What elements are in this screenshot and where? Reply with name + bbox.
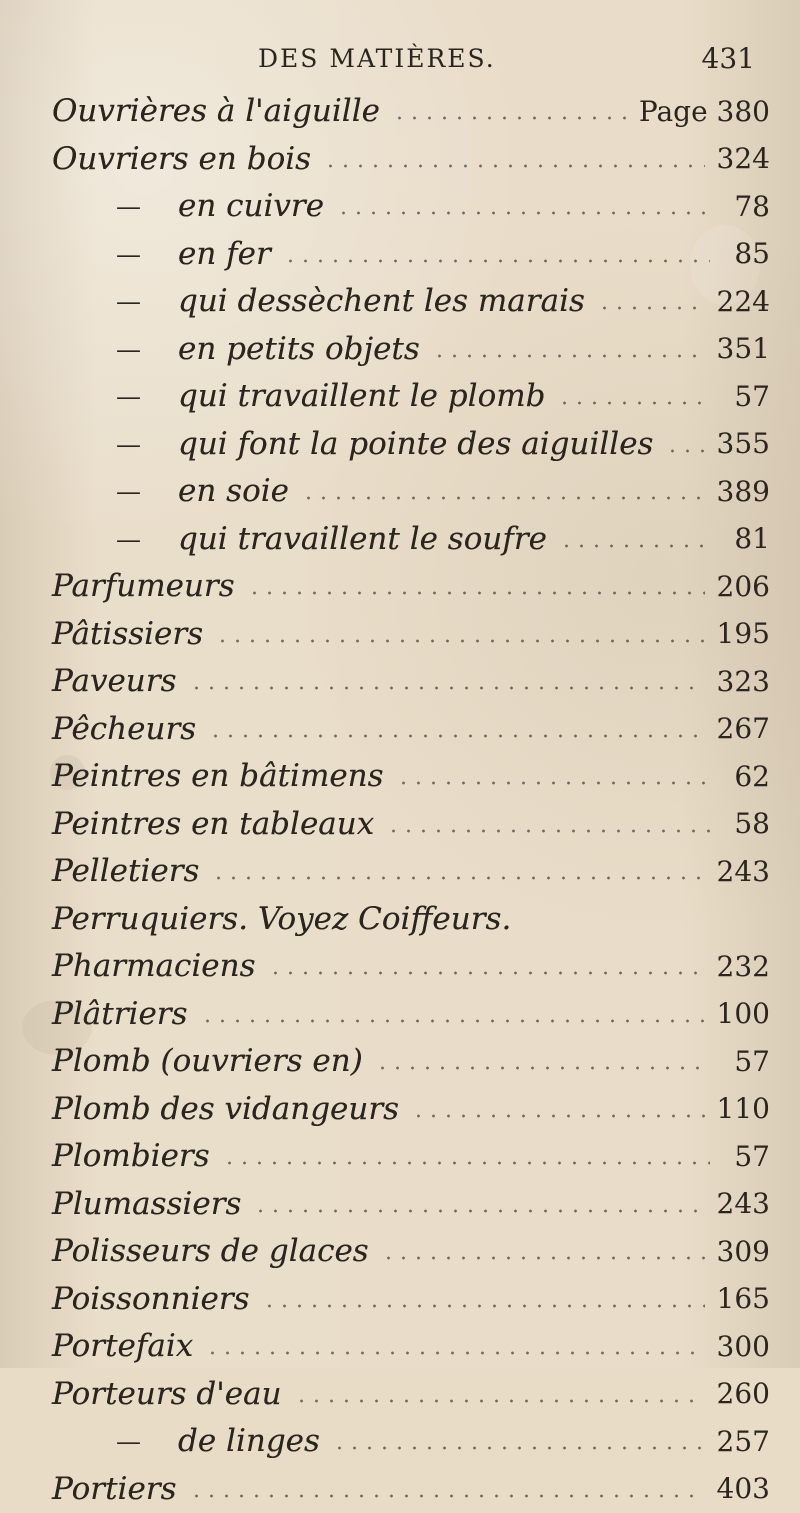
ditto-dash: —: [116, 1429, 156, 1454]
dot-leader: [222, 1160, 710, 1166]
running-title: DES MATIÈRES.: [258, 44, 496, 73]
index-entry-text: Plâtriers: [52, 999, 188, 1030]
index-entry-portiers: [52, 1466, 770, 1513]
index-page-reference: 206: [717, 573, 770, 601]
dot-leader: [386, 828, 710, 834]
index-subentry-soie: [116, 468, 770, 516]
index-entry-text: Pêcheurs: [52, 714, 196, 745]
dot-leader: [597, 305, 705, 311]
ditto-dash: —: [116, 194, 156, 219]
dot-leader: [189, 1493, 705, 1499]
index-entry-platriers: [52, 991, 770, 1039]
index-page-reference: 195: [717, 620, 770, 648]
index-entry-text: Peintres en tableaux: [52, 809, 374, 840]
dot-leader: [268, 970, 705, 976]
index-page-reference: 81: [722, 525, 770, 553]
index-entry-peintres-tableaux: [52, 801, 770, 849]
index-page-reference: 110: [717, 1095, 770, 1123]
index-entry-text: Porteurs d'eau: [52, 1379, 282, 1410]
index-entry-pelletiers: [52, 848, 770, 896]
index-entry-text: Polisseurs de glaces: [52, 1236, 369, 1267]
dot-leader: [381, 1255, 705, 1261]
index-entry-text: qui font la pointe des aiguilles: [178, 429, 653, 460]
page-header: [0, 38, 800, 80]
dot-leader: [253, 1208, 704, 1214]
index-entry-text: Pelletiers: [52, 856, 199, 887]
index-page-reference: 309: [717, 1238, 770, 1266]
index-page-reference: 389: [717, 478, 770, 506]
index-page-reference: 257: [717, 1428, 770, 1456]
page-number: 431: [702, 42, 755, 75]
ditto-dash: —: [116, 527, 156, 552]
dot-leader: [205, 1350, 704, 1356]
dot-leader: [283, 258, 710, 264]
index-entry-plomb-vidangeurs: [52, 1086, 770, 1134]
dot-leader: [396, 780, 710, 786]
dot-leader: [301, 495, 705, 501]
dot-leader: [432, 353, 705, 359]
dot-leader: [375, 1065, 710, 1071]
index-entry-plumassiers: [52, 1181, 770, 1229]
index-page-reference: 403: [717, 1475, 770, 1503]
dot-leader: [392, 115, 627, 121]
index-entry-patissiers: [52, 611, 770, 659]
index-entry-text: Portefaix: [52, 1331, 193, 1362]
index-entry-text: en petits objets: [178, 334, 420, 365]
index-entry-porteurs-eau: [52, 1371, 770, 1419]
dot-leader: [200, 1018, 705, 1024]
index-page-reference: 57: [722, 1143, 770, 1171]
ditto-dash: —: [116, 242, 156, 267]
dot-leader: [559, 543, 710, 549]
index-page-reference: 224: [717, 288, 770, 316]
index-entry-ouvrieres-aiguille: [52, 88, 770, 136]
index-entry-peintres-batimens: [52, 753, 770, 801]
index-entry-plomb-ouvriers: [52, 1038, 770, 1086]
index-entry-text: Poissonniers: [52, 1284, 250, 1315]
index-page-reference: 243: [717, 858, 770, 886]
dot-leader: [262, 1303, 705, 1309]
index-page-reference: 355: [717, 430, 770, 458]
dot-leader: [294, 1398, 705, 1404]
index-entry-text: Plombiers: [52, 1141, 210, 1172]
index-list: [52, 88, 770, 1513]
index-page-reference: 323: [717, 668, 770, 696]
index-entry-text: Parfumeurs: [52, 571, 235, 602]
index-subentry-fer: [116, 231, 770, 279]
index-page-reference: 300: [717, 1333, 770, 1361]
index-entry-paveurs: [52, 658, 770, 706]
ditto-dash: —: [116, 432, 156, 457]
index-entry-text: Ouvriers en bois: [52, 144, 311, 175]
dot-leader: [323, 163, 704, 169]
index-subentry-plomb: [116, 373, 770, 421]
dot-leader: [411, 1113, 704, 1119]
index-cross-reference-perruquiers: [52, 896, 770, 944]
index-entry-text: qui travaillent le plomb: [178, 381, 545, 412]
index-entry-text: Perruquiers. Voyez Coiffeurs.: [52, 904, 511, 935]
index-entry-text: de linges: [178, 1426, 320, 1457]
index-entry-plombiers: [52, 1133, 770, 1181]
index-page-reference: 85: [722, 240, 770, 268]
index-entry-text: Portiers: [52, 1474, 177, 1505]
dot-leader: [332, 1445, 705, 1451]
index-page-reference: 351: [717, 335, 770, 363]
index-subentry-linges: [116, 1418, 770, 1466]
index-page-reference: 232: [717, 953, 770, 981]
index-page-reference: 100: [717, 1000, 770, 1028]
index-entry-text: qui travaillent le soufre: [178, 524, 547, 555]
index-page-reference: 62: [722, 763, 770, 791]
ditto-dash: —: [116, 384, 156, 409]
index-page-reference: Page 380: [639, 98, 770, 126]
index-subentry-cuivre: [116, 183, 770, 231]
index-entry-pecheurs: [52, 706, 770, 754]
index-entry-polisseurs-glaces: [52, 1228, 770, 1276]
ditto-dash: —: [116, 337, 156, 362]
index-page-reference: 267: [717, 715, 770, 743]
index-subentry-petits-objets: [116, 326, 770, 374]
dot-leader: [557, 400, 710, 406]
index-entry-poissonniers: [52, 1276, 770, 1324]
index-entry-text: Plomb (ouvriers en): [52, 1046, 363, 1077]
dot-leader: [247, 590, 705, 596]
dot-leader: [336, 210, 710, 216]
dot-leader: [215, 638, 704, 644]
index-entry-parfumeurs: [52, 563, 770, 611]
index-entry-text: en soie: [178, 476, 289, 507]
index-page-reference: 165: [717, 1285, 770, 1313]
index-subentry-pointe-aiguilles: [116, 421, 770, 469]
index-entry-pharmaciens: [52, 943, 770, 991]
index-page-reference: 243: [717, 1190, 770, 1218]
index-page-reference: 58: [722, 810, 770, 838]
index-entry-text: Paveurs: [52, 666, 177, 697]
index-entry-text: Plomb des vidangeurs: [52, 1094, 399, 1125]
index-page-reference: 324: [717, 145, 770, 173]
index-page-reference: 260: [717, 1380, 770, 1408]
index-entry-text: Ouvrières à l'aiguille: [52, 96, 380, 127]
index-entry-text: qui dessèchent les marais: [178, 286, 585, 317]
index-entry-portefaix: [52, 1323, 770, 1371]
index-subentry-marais: [116, 278, 770, 326]
index-entry-text: Peintres en bâtimens: [52, 761, 384, 792]
index-subentry-soufre: [116, 516, 770, 564]
index-page-reference: 57: [722, 1048, 770, 1076]
dot-leader: [208, 733, 704, 739]
index-entry-text: Pâtissiers: [52, 619, 203, 650]
dot-leader: [189, 685, 705, 691]
index-entry-text: Plumassiers: [52, 1189, 241, 1220]
index-page-reference: 78: [722, 193, 770, 221]
index-entry-ouvriers-bois: [52, 136, 770, 184]
dot-leader: [211, 875, 704, 881]
ditto-dash: —: [116, 289, 156, 314]
index-entry-text: Pharmaciens: [52, 951, 256, 982]
index-entry-text: en cuivre: [178, 191, 324, 222]
dot-leader: [665, 448, 704, 454]
index-entry-text: en fer: [178, 239, 271, 270]
index-page-reference: 57: [722, 383, 770, 411]
ditto-dash: —: [116, 479, 156, 504]
